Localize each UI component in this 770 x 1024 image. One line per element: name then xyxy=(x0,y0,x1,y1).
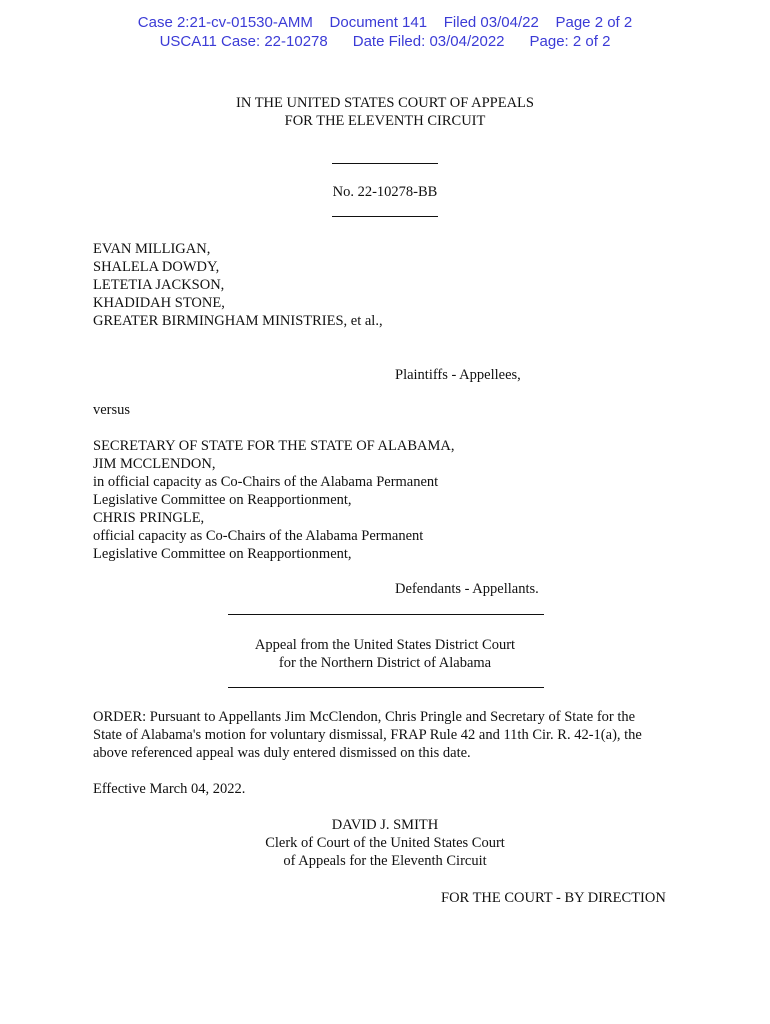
clerk-name: DAVID J. SMITH xyxy=(331,817,439,833)
appeal-origin-line: Appeal from the United States District Court xyxy=(254,637,516,653)
clerk-title: of Appeals for the Eleventh Circuit xyxy=(283,853,487,869)
plaintiffs-role: Plaintiffs - Appellees, xyxy=(395,367,521,383)
court-name: IN THE UNITED STATES COURT OF APPEALS xyxy=(236,95,534,111)
plaintiff-name: SHALELA DOWDY, xyxy=(93,259,220,275)
defendant-line: Legislative Committee on Reapportionment, xyxy=(93,492,352,508)
circuit-name: FOR THE ELEVENTH CIRCUIT xyxy=(284,113,486,129)
defendant-line: JIM MCCLENDON, xyxy=(93,456,216,472)
defendant-line: Legislative Committee on Reapportionment, xyxy=(93,546,352,562)
district-case-stamp: Case 2:21-cv-01530-AMM Document 141 Filed 03/04/22 Page 2 of 2 xyxy=(137,14,633,31)
versus-label: versus xyxy=(93,402,131,418)
case-number: No. 22-10278-BB xyxy=(332,184,438,200)
appeal-case-stamp: USCA11 Case: 22-10278 Date Filed: 03/04/2022 Page: 2 of 2 xyxy=(159,33,611,50)
order-line: above referenced appeal was duly entered dismissed on this date. xyxy=(93,745,471,761)
order-line: State of Alabama's motion for voluntary dismissal, FRAP Rule 42 and 11th Cir. R. 42-1(a), the xyxy=(93,727,642,743)
appeal-origin-line: for the Northern District of Alabama xyxy=(278,655,492,671)
divider xyxy=(332,216,438,217)
plaintiff-name: KHADIDAH STONE, xyxy=(93,295,225,311)
divider xyxy=(332,163,438,164)
effective-date: Effective March 04, 2022. xyxy=(93,781,246,797)
defendant-line: CHRIS PRINGLE, xyxy=(93,510,205,526)
signature-line: FOR THE COURT - BY DIRECTION xyxy=(441,890,666,906)
plaintiff-name: LETETIA JACKSON, xyxy=(93,277,225,293)
plaintiff-name: GREATER BIRMINGHAM MINISTRIES, et al., xyxy=(93,313,383,329)
defendant-line: in official capacity as Co-Chairs of the Alabama Permanent xyxy=(93,474,439,490)
clerk-title: Clerk of Court of the United States Court xyxy=(265,835,505,851)
defendant-line: official capacity as Co-Chairs of the Alabama Permanent xyxy=(93,528,424,544)
defendants-role: Defendants - Appellants. xyxy=(395,581,539,597)
divider xyxy=(228,687,544,688)
plaintiff-name: EVAN MILLIGAN, xyxy=(93,241,211,257)
divider xyxy=(228,614,544,615)
order-line: ORDER: Pursuant to Appellants Jim McClendon, Chris Pringle and Secretary of State for the xyxy=(93,709,636,725)
defendant-line: SECRETARY OF STATE FOR THE STATE OF ALABAMA, xyxy=(93,438,455,454)
